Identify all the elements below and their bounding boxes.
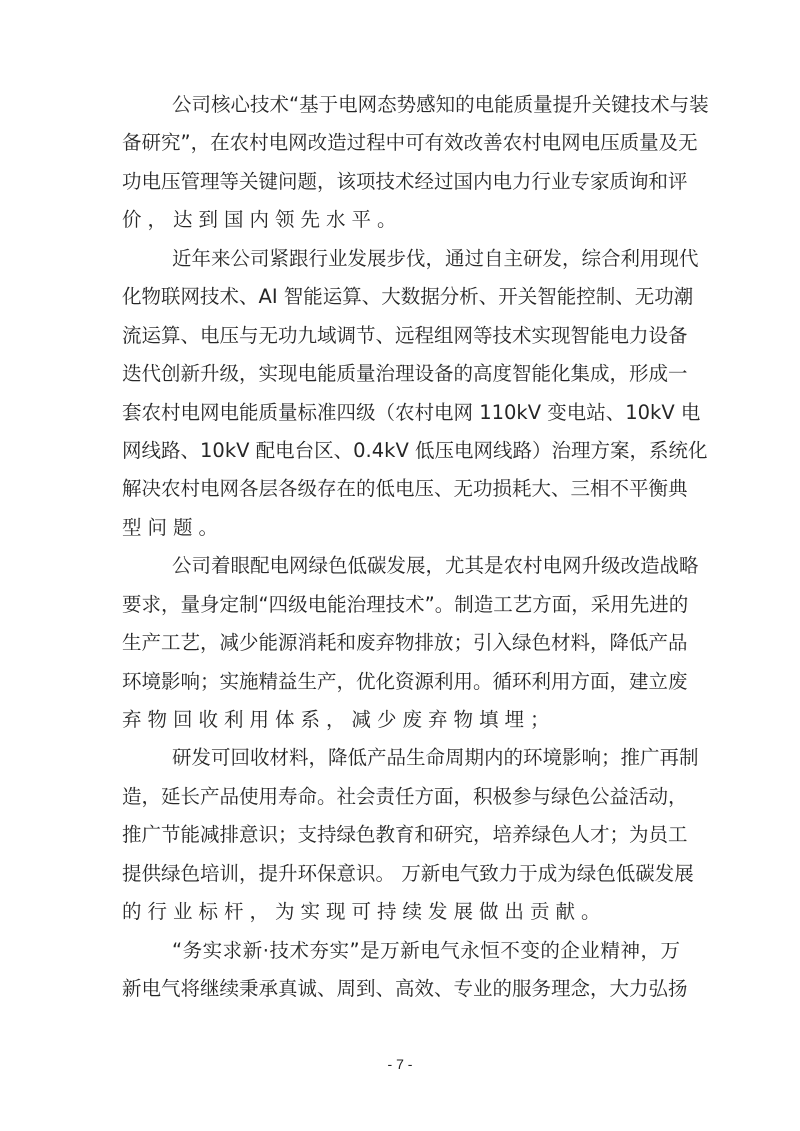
text-line: 网线路、10kV 配电台区、0.4kV 低压电网线路）治理方案，系统化	[122, 438, 708, 462]
text-line: 功电压管理等关键问题，该项技术经过国内电力行业专家质询和评	[122, 169, 688, 193]
text-line: 型问题。	[122, 515, 225, 539]
text-line: 套农村电网电能质量标准四级（农村电网 110kV 变电站、10kV 电	[122, 400, 701, 424]
text-line: 近年来公司紧跟行业发展步伐，通过自主研发，综合利用现代	[172, 246, 699, 270]
text-line: 公司核心技术“基于电网态势感知的电能质量提升关键技术与装	[172, 93, 709, 116]
text-line: 要求，量身定制“四级电能治理技术”。制造工艺方面，采用先进的	[122, 592, 689, 616]
text-line: 的行业标杆，为实现可持续发展做出贡献。	[122, 900, 607, 924]
text-line: 流运算、电压与无功九域调节、远程组网等技术实现智能电力设备	[122, 323, 688, 347]
text-line: 造，延长产品使用寿命。社会责任方面，积极参与绿色公益活动，	[122, 784, 688, 808]
text-line: 生产工艺，减少能源消耗和废弃物排放；引入绿色材料，降低产品	[122, 631, 688, 655]
document-page	[122, 86, 709, 1009]
text-line: 备研究”，在农村电网改造过程中可有效改善农村电网电压质量及无	[122, 131, 698, 155]
text-line: 价，达到国内领先水平。	[122, 208, 403, 232]
text-line: 弃物回收利用体系，减少废弃物填埋；	[122, 708, 556, 731]
paragraph-innovation	[122, 240, 708, 548]
text-line: 环境影响；实施精益生产，优化资源利用。循环利用方面，建立废	[122, 669, 688, 693]
text-line: 化物联网技术、AI 智能运算、大数据分析、开关智能控制、无功潮	[122, 285, 694, 309]
paragraph-enterprise-spirit	[122, 932, 688, 1009]
text-line: 提供绿色培训，提升环保意识。 万新电气致力于成为绿色低碳发展	[122, 861, 694, 885]
text-line: 解决农村电网各层各级存在的低电压、无功损耗大、三相不平衡典	[122, 477, 688, 501]
text-line: 新电气将继续秉承真诚、周到、高效、专业的服务理念，大力弘扬	[122, 977, 688, 1001]
text-line: 公司着眼配电网绿色低碳发展，尤其是农村电网升级改造战略	[172, 554, 699, 578]
text-line: “务实求新·技术夯实”是万新电气永恒不变的企业精神，万	[172, 938, 680, 962]
text-line: 推广节能减排意识；支持绿色教育和研究，培养绿色人才；为员工	[122, 823, 688, 847]
text-line: 研发可回收材料，降低产品生命周期内的环境影响；推广再制	[172, 746, 699, 770]
text-line: 迭代创新升级，实现电能质量治理设备的高度智能化集成，形成一	[122, 362, 688, 386]
paragraph-recycling-responsibility	[122, 739, 699, 931]
paragraph-core-technology	[122, 86, 709, 240]
page-number: - 7 -	[387, 1056, 413, 1072]
paragraph-green-development	[122, 547, 699, 739]
